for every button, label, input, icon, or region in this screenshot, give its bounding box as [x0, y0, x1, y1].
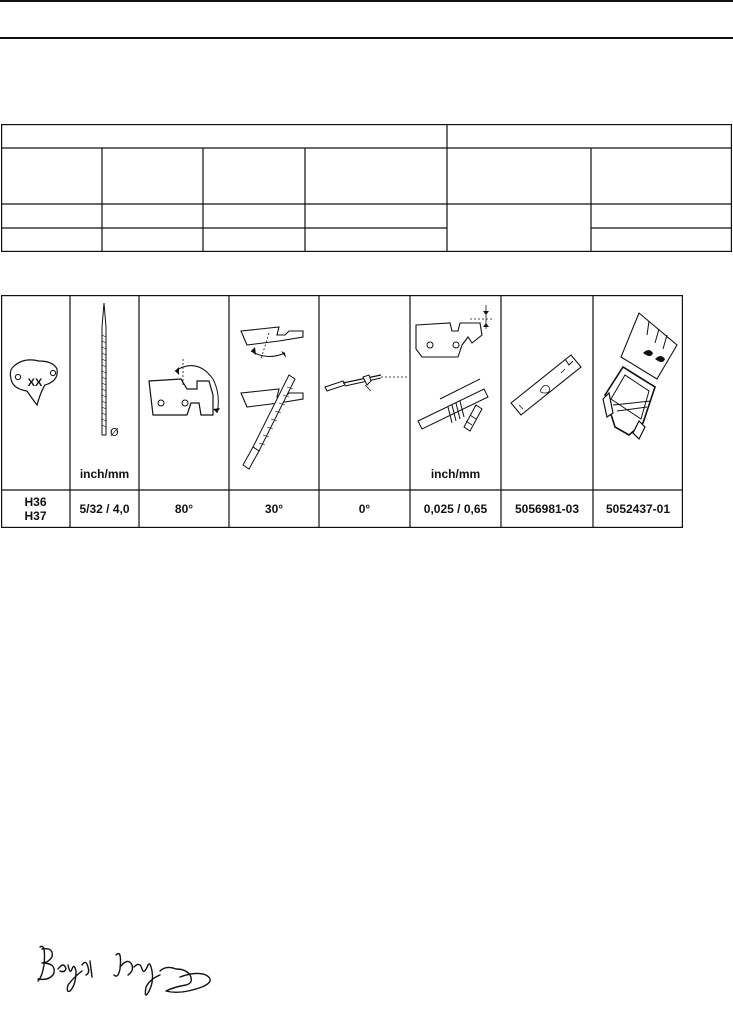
top-rule	[0, 0, 733, 2]
depth-gauge-tool-part-value: 5056981-03	[514, 502, 580, 516]
sharpening-table	[1, 295, 683, 528]
file-holder-icon	[593, 295, 683, 489]
file-tilt-angle-value: 0°	[358, 502, 371, 516]
model-h37: H37	[24, 509, 47, 523]
depth-unit-label: inch/mm	[430, 467, 481, 481]
xx-marking: XX	[27, 377, 43, 389]
top-plate-angle-icon	[139, 295, 229, 489]
depth-gauge-value: 0,025 / 0,65	[423, 502, 488, 516]
spec-grid	[1, 124, 732, 252]
cutter-tooth-icon	[1, 295, 70, 489]
round-file-value: 5/32 / 4,0	[79, 502, 130, 516]
model-cell	[1, 491, 70, 527]
signature	[30, 935, 220, 1005]
file-holder-part-value: 5052437-01	[605, 502, 671, 516]
side-plate-angle-value: 30°	[264, 502, 284, 516]
depth-gauge-tool-icon	[501, 295, 593, 489]
file-unit-label: inch/mm	[79, 467, 130, 481]
file-tilt-angle-icon	[319, 295, 410, 489]
round-file-icon	[70, 295, 139, 489]
model-h36: H36	[24, 495, 47, 509]
side-plate-angle-icon	[229, 295, 319, 489]
depth-gauge-icon	[410, 295, 501, 489]
diameter-symbol: Ø	[110, 426, 119, 439]
top-plate-angle-value: 80°	[174, 502, 194, 516]
header-rule	[0, 37, 733, 39]
spec-grid-lines	[1, 124, 732, 252]
